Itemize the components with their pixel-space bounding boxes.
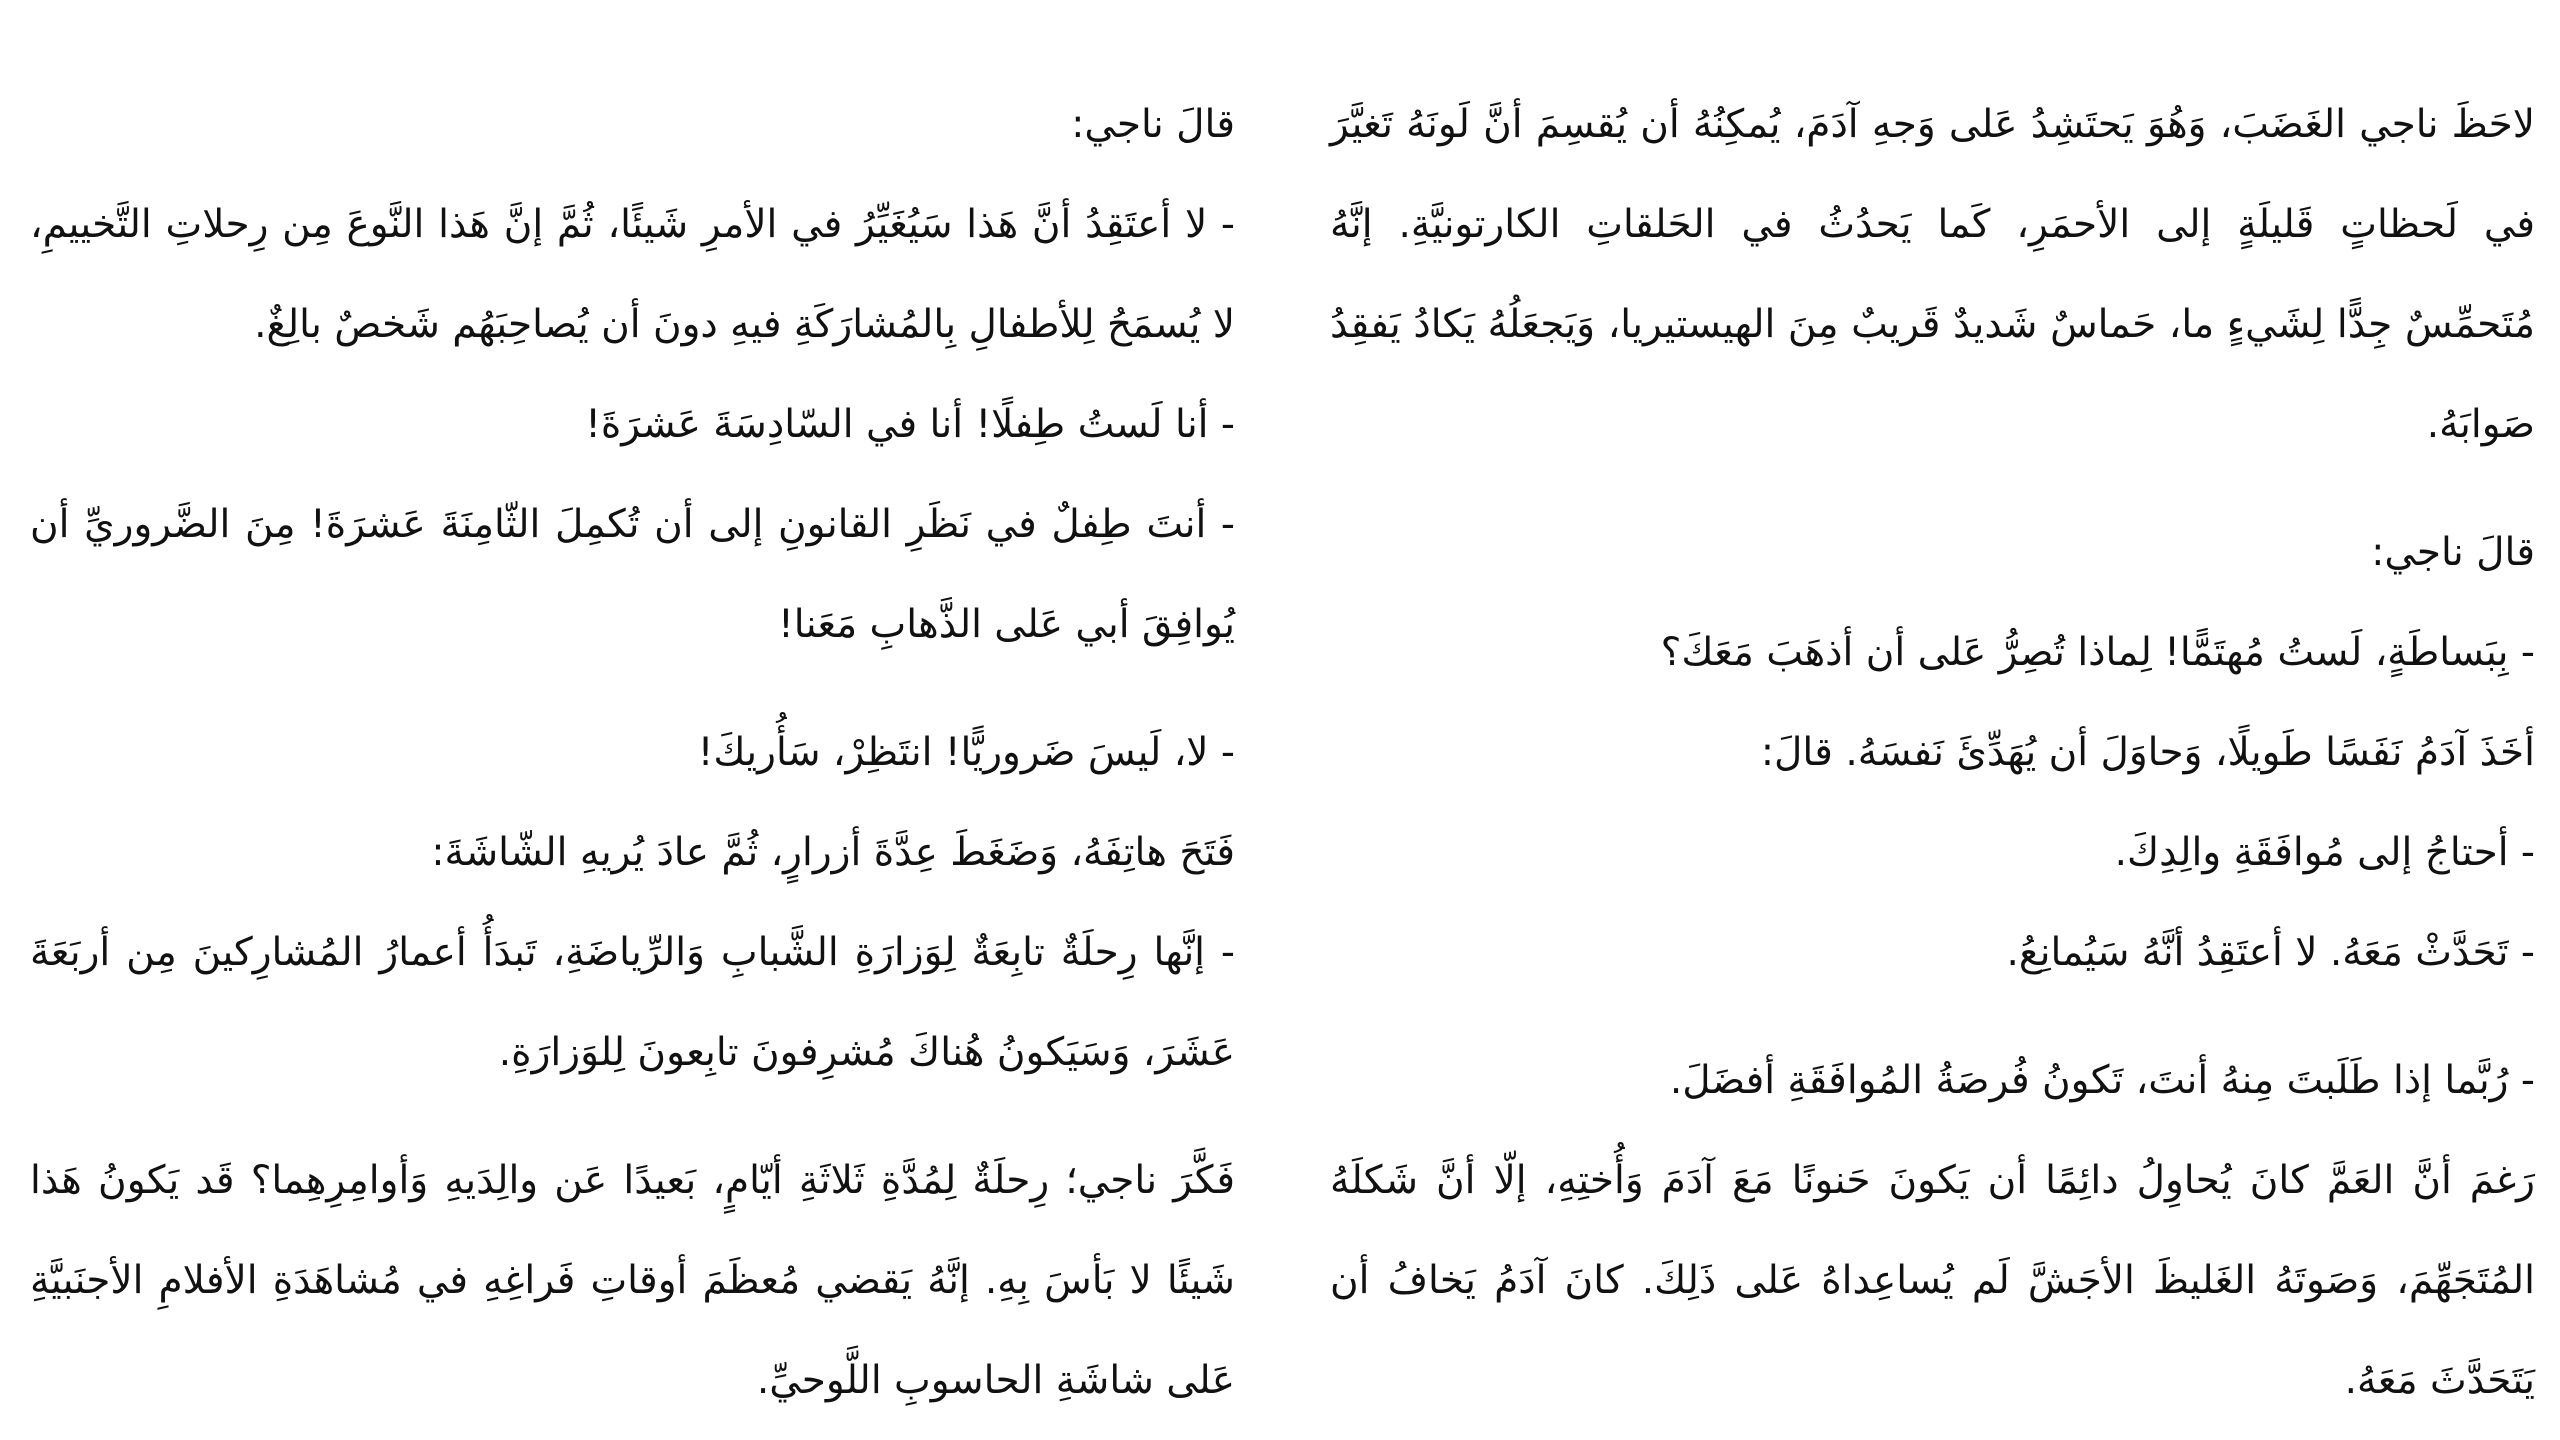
left-paragraph-2: - لا أعتَقِدُ أنَّ هَذا سَيُغَيِّرُ في الأمرِ شَيئًا، ثُمَّ إنَّ هَذا النَّوعَ مِن رِحلاتِ التَّخييمِ، لا يُسمَحُ لِلأطفالِ بِالمُشارَكَةِ فيهِ دونَ أن يُصاحِبَهُم شَخصٌ بالِغٌ. xyxy=(30,202,1235,347)
left-paragraph-6: فَتَحَ هاتِفَهُ، وَضَغَطَ عِدَّةَ أزرارٍ، ثُمَّ عادَ يُريهِ الشّاشَةَ: xyxy=(431,830,1235,875)
right-paragraph-3: - بِبَساطَةٍ، لَستُ مُهتَمًّا! لِماذا تُصِرُّ عَلى أن أذهَبَ مَعَكَ؟ xyxy=(1660,630,2535,675)
right-paragraph-4: أخَذَ آدَمُ نَفَسًا طَويلًا، وَحاوَلَ أن يُهَدِّئَ نَفسَهُ. قالَ: xyxy=(1760,730,2535,775)
left-paragraph-1: قالَ ناجي: xyxy=(1071,102,1235,147)
left-paragraph-7: - إنَّها رِحلَةٌ تابِعَةٌ لِوَزارَةِ الشَّبابِ وَالرِّياضَةِ، تَبدَأُ أعمارُ المُشارِكينَ مِن أربَعَةَ عَشَرَ، وَسَيَكونُ هُناكَ مُشرِفونَ تابِعونَ لِلوَزارَةِ. xyxy=(30,930,1235,1075)
right-paragraph-7: - رُبَّما إذا طَلَبتَ مِنهُ أنتَ، تَكونُ فُرصَةُ المُوافَقَةِ أفضَلَ. xyxy=(1669,1058,2535,1103)
right-paragraph-2: قالَ ناجي: xyxy=(2371,530,2535,575)
left-paragraph-8: فَكَّرَ ناجي؛ رِحلَةٌ لِمُدَّةِ ثَلاثَةِ أيّامٍ، بَعيدًا عَن والِدَيهِ وَأوامِرِهِما؟ قَد يَكونُ هَذا شَيئًا لا بَأسَ بِهِ. إنَّهُ يَقضي مُعظَمَ أوقاتِ فَراغِهِ في مُشاهَدَةِ الأفلامِ الأجنَبيَّةِ عَلى شاشَةِ الحاسوبِ اللَّوحيِّ. xyxy=(30,1158,1235,1403)
right-paragraph-8: رَغمَ أنَّ العَمَّ كانَ يُحاوِلُ دائِمًا أن يَكونَ حَنونًا مَعَ آدَمَ وَأُختِهِ، إلّا أنَّ شَكلَهُ المُتَجَهِّمَ، وَصَوتَهُ الغَليظَ الأجَشَّ لَم يُساعِداهُ عَلى ذَلِكَ. كانَ آدَمُ يَخافُ أن يَتَحَدَّثَ مَعَهُ. xyxy=(1330,1158,2535,1403)
right-paragraph-1: لاحَظَ ناجي الغَضَبَ، وَهُوَ يَحتَشِدُ عَلى وَجهِ آدَمَ، يُمكِنُهُ أن يُقسِمَ أنَّ لَونَهُ تَغيَّرَ في لَحظاتٍ قَليلَةٍ إلى الأحمَرِ، كَما يَحدُثُ في الحَلقاتِ الكارتونيَّةِ. إنَّهُ مُتَحمِّسٌ جِدًّا لِشَيءٍ ما، حَماسٌ شَديدٌ قَريبٌ مِنَ الهيستيريا، وَيَجعَلُهُ يَكادُ يَفقِدُ صَوابَهُ. xyxy=(1330,102,2535,447)
right-paragraph-6: - تَحَدَّثْ مَعَهُ. لا أعتَقِدُ أنَّهُ سَيُمانِعُ. xyxy=(2006,930,2535,975)
left-paragraph-5: - لا، لَيسَ ضَروريًّا! انتَظِرْ، سَأُريكَ! xyxy=(697,730,1235,775)
left-page xyxy=(30,75,1235,1431)
left-paragraph-4: - أنتَ طِفلٌ في نَظَرِ القانونِ إلى أن تُكمِلَ الثّامِنَةَ عَشرَةَ! مِنَ الضَّروريِّ أن يُوافِقَ أبي عَلى الذَّهابِ مَعَنا! xyxy=(30,502,1235,647)
right-paragraph-5: - أحتاجُ إلى مُوافَقَةِ والِدِكَ. xyxy=(2114,830,2535,875)
left-paragraph-3: - أنا لَستُ طِفلًا! أنا في السّادِسَةَ عَشرَةَ! xyxy=(585,402,1235,447)
right-page xyxy=(1330,75,2535,1431)
